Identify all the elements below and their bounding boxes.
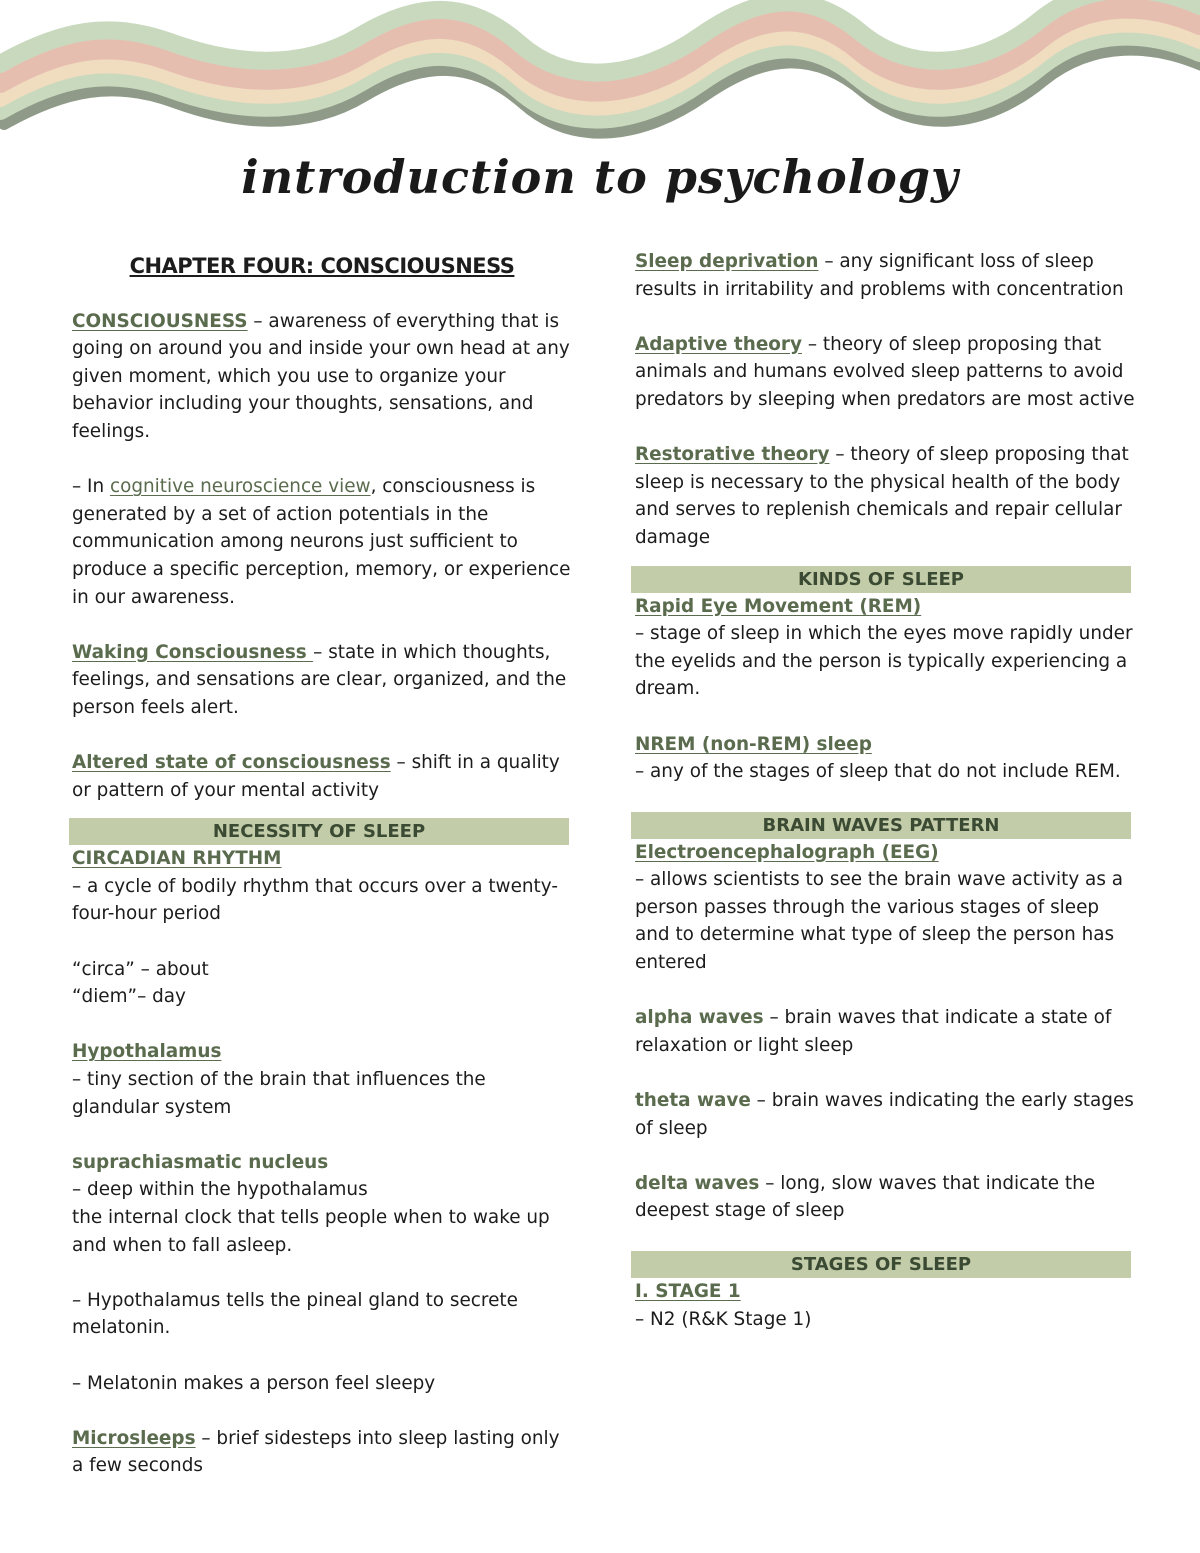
melatonin-note: – Melatonin makes a person feel sleepy bbox=[72, 1372, 436, 1394]
definition: – a cycle of bodily rhythm that occurs over a twenty-four-hour period bbox=[72, 875, 558, 925]
definition: – tiny section of the brain that influences the glandular system bbox=[72, 1069, 486, 1118]
definition: – brain waves that indicate a state of relaxation or light sleep bbox=[635, 1007, 1112, 1056]
term-altered-state: Altered state of consciousness bbox=[72, 752, 391, 774]
definition: – long, slow waves that indicate the deepest stage of sleep bbox=[635, 1172, 1096, 1222]
page-title: introduction to psychology bbox=[241, 150, 959, 204]
theta-entry bbox=[635, 1087, 1135, 1142]
term-sleep-deprivation: Sleep deprivation bbox=[635, 251, 819, 272]
term-rem: Rapid Eye Movement (REM) bbox=[635, 595, 922, 617]
term-alpha-waves: alpha waves bbox=[635, 1007, 764, 1029]
definition: – allows scientists to see the brain wave activity as a person passes through the various stages of sleep and to determine what type of sleep the person has entered bbox=[635, 869, 1124, 974]
term-waking-consciousness: Waking Consciousness bbox=[72, 641, 314, 663]
pineal-note: – Hypothalamus tells the pineal gland to secrete melatonin. bbox=[72, 1289, 518, 1339]
term-restorative-theory: Restorative theory bbox=[635, 444, 830, 466]
section-band-brain-waves: BRAIN WAVES PATTERN bbox=[631, 812, 1131, 839]
altered-entry bbox=[72, 749, 572, 804]
definition: – shift in a quality or pattern of your mental activity bbox=[72, 752, 560, 801]
term-eeg: Electroencephalograph (EEG) bbox=[635, 841, 939, 863]
definition: – N2 (R&K Stage 1) bbox=[635, 1308, 812, 1330]
text: – In bbox=[72, 476, 110, 498]
waking-entry bbox=[72, 639, 572, 722]
delta-entry bbox=[635, 1170, 1135, 1225]
term-suprachiasmatic-nucleus: suprachiasmatic nucleus bbox=[72, 1151, 329, 1173]
term-stage-1: I. STAGE 1 bbox=[635, 1281, 741, 1302]
term-microsleeps: Microsleeps bbox=[72, 1427, 196, 1449]
term-delta-waves: delta waves bbox=[635, 1172, 760, 1194]
definition: – any of the stages of sleep that do not include REM. bbox=[635, 761, 1121, 783]
circa-line: “circa” – about bbox=[72, 958, 209, 980]
definition: – brief sidesteps into sleep lasting only a few seconds bbox=[72, 1427, 560, 1477]
section-band-kinds-of-sleep: KINDS OF SLEEP bbox=[631, 566, 1131, 593]
definition: – any significant loss of sleep results in irritability and problems with concentration bbox=[635, 251, 1124, 300]
definition: the internal clock that tells people when to wake up and when to fall asleep. bbox=[72, 1207, 550, 1256]
diem-line: “diem”– day bbox=[72, 986, 186, 1008]
microsleeps-entry bbox=[72, 1425, 572, 1480]
term-adaptive-theory: Adaptive theory bbox=[635, 333, 802, 355]
section-band-stages-of-sleep: STAGES OF SLEEP bbox=[631, 1251, 1131, 1278]
deprivation-entry bbox=[635, 248, 1135, 303]
left-column bbox=[72, 253, 572, 1480]
definition: – state in which thoughts, feelings, and sensations are clear, organized, and the person feels alert. bbox=[72, 641, 567, 718]
consciousness-entry bbox=[72, 308, 572, 446]
term-consciousness: CONSCIOUSNESS bbox=[72, 310, 248, 332]
term-hypothalamus: Hypothalamus bbox=[72, 1041, 222, 1063]
section-band-necessity-of-sleep: NECESSITY OF SLEEP bbox=[69, 818, 569, 845]
restorative-entry bbox=[635, 441, 1135, 551]
definition: – awareness of everything that is going on around you and inside your own head at any given moment, which you use to organize your behavior including your thoughts, sensations, and feelings. bbox=[72, 310, 570, 442]
adaptive-entry bbox=[635, 331, 1135, 414]
definition: – theory of sleep proposing that animals and humans evolved sleep patterns to avoid predators by sleeping when predators are most active bbox=[635, 333, 1135, 410]
term-theta-wave: theta wave bbox=[635, 1090, 751, 1112]
definition: – theory of sleep proposing that sleep is necessary to the physical health of the body and serves to replenish chemicals and repair cellular damage bbox=[635, 444, 1129, 548]
cognitive-view-entry bbox=[72, 473, 572, 611]
definition: – deep within the hypothalamus bbox=[72, 1179, 368, 1201]
definition: – stage of sleep in which the eyes move rapidly under the eyelids and the person is typically experiencing a dream. bbox=[635, 623, 1133, 700]
definition: , consciousness is generated by a set of action potentials in the communication among neurons just sufficient to produce a specific perception, memory, or experience in our awareness. bbox=[72, 476, 571, 608]
term-cognitive-neuroscience-view: cognitive neuroscience view bbox=[109, 476, 371, 498]
term-circadian-rhythm: CIRCADIAN RHYTHM bbox=[72, 848, 282, 870]
header-wave-decoration bbox=[0, 0, 1200, 150]
term-nrem: NREM (non-REM) sleep bbox=[635, 733, 872, 755]
alpha-entry bbox=[635, 1004, 1135, 1059]
definition: – brain waves indicating the early stages of sleep bbox=[635, 1090, 1134, 1139]
chapter-heading: CHAPTER FOUR: CONSCIOUSNESS bbox=[129, 254, 515, 278]
right-column bbox=[635, 248, 1135, 1333]
